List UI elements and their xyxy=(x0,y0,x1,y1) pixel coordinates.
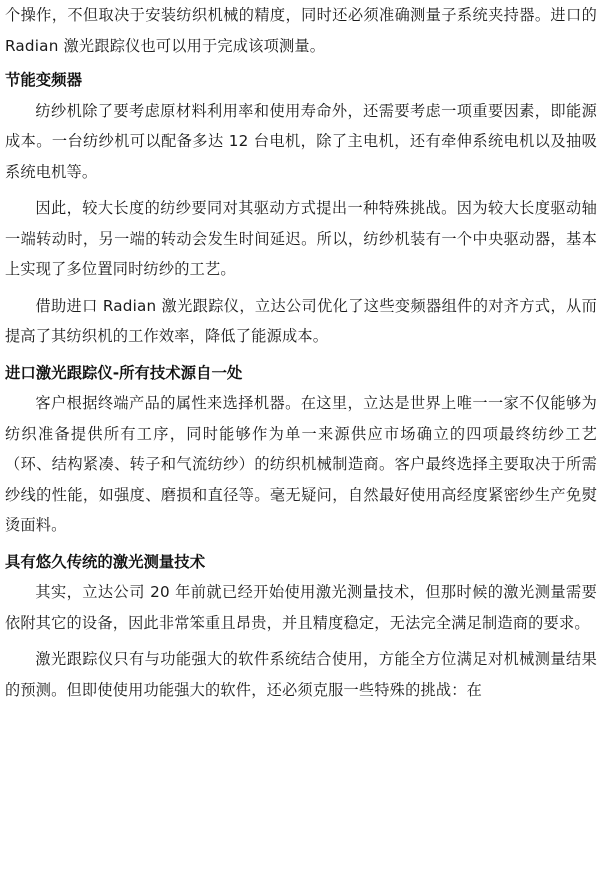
body-paragraph: 因此，较大长度的纺纱要同对其驱动方式提出一种特殊挑战。因为较大长度驱动轴一端转动时，另一端的转动会发生时间延迟。所以，纺纱机装有一个中央驱动器，基本上实现了多位置同时纺纱的工艺。 xyxy=(5,199,597,278)
body-paragraph: 纺纱机除了要考虑原材料利用率和使用寿命外，还需要考虑一项重要因素，即能源成本。一台纺纱机可以配备多达 12 台电机，除了主电机，还有牵伸系统电机以及抽吸系统电机等。 xyxy=(5,101,597,181)
section-heading-laser-measurement-tradition: 具有悠久传统的激光测量技术 xyxy=(5,552,206,571)
body-paragraph: 借助进口 Radian 激光跟踪仪，立达公司优化了这些变频器组件的对齐方式，从而提高了其纺织机的工作效率，降低了能源成本。 xyxy=(5,296,597,345)
section-heading-laser-tracker-one-source: 进口激光跟踪仪-所有技术源自一处 xyxy=(5,363,243,382)
body-paragraph: 激光跟踪仪只有与功能强大的软件系统结合使用，方能全方位满足对机械测量结果的预测。但即使使用功能强大的软件，还必须克服一些特殊的挑战：在 xyxy=(5,650,597,699)
document-page xyxy=(5,0,597,705)
intro-paragraph: 个操作，不但取决于安装纺织机械的精度，同时还必须准确测量子系统夹持器。进口的 Radian 激光跟踪仪也可以用于完成该项测量。 xyxy=(5,6,597,55)
body-paragraph: 其实，立达公司 20 年前就已经开始使用激光测量技术，但那时候的激光测量需要依附其它的设备，因此非常笨重且昂贵，并且精度稳定，无法完全满足制造商的要求。 xyxy=(5,583,597,632)
body-paragraph: 客户根据终端产品的属性来选择机器。在这里，立达是世界上唯一一家不仅能够为纺织准备提供所有工序，同时能够作为单一来源供应市场确立的四项最终纺纱工艺（环、结构紧凑、转子和气流纺纱）的纺织机械制造商。客户最终选择主要取决于所需纱线的性能，如强度、磨损和直径等。毫无疑问，自然最好使用高经度紧密纱生产免熨烫面料。 xyxy=(5,394,597,534)
section-heading-energy-saving-inverter: 节能变频器 xyxy=(5,71,82,89)
